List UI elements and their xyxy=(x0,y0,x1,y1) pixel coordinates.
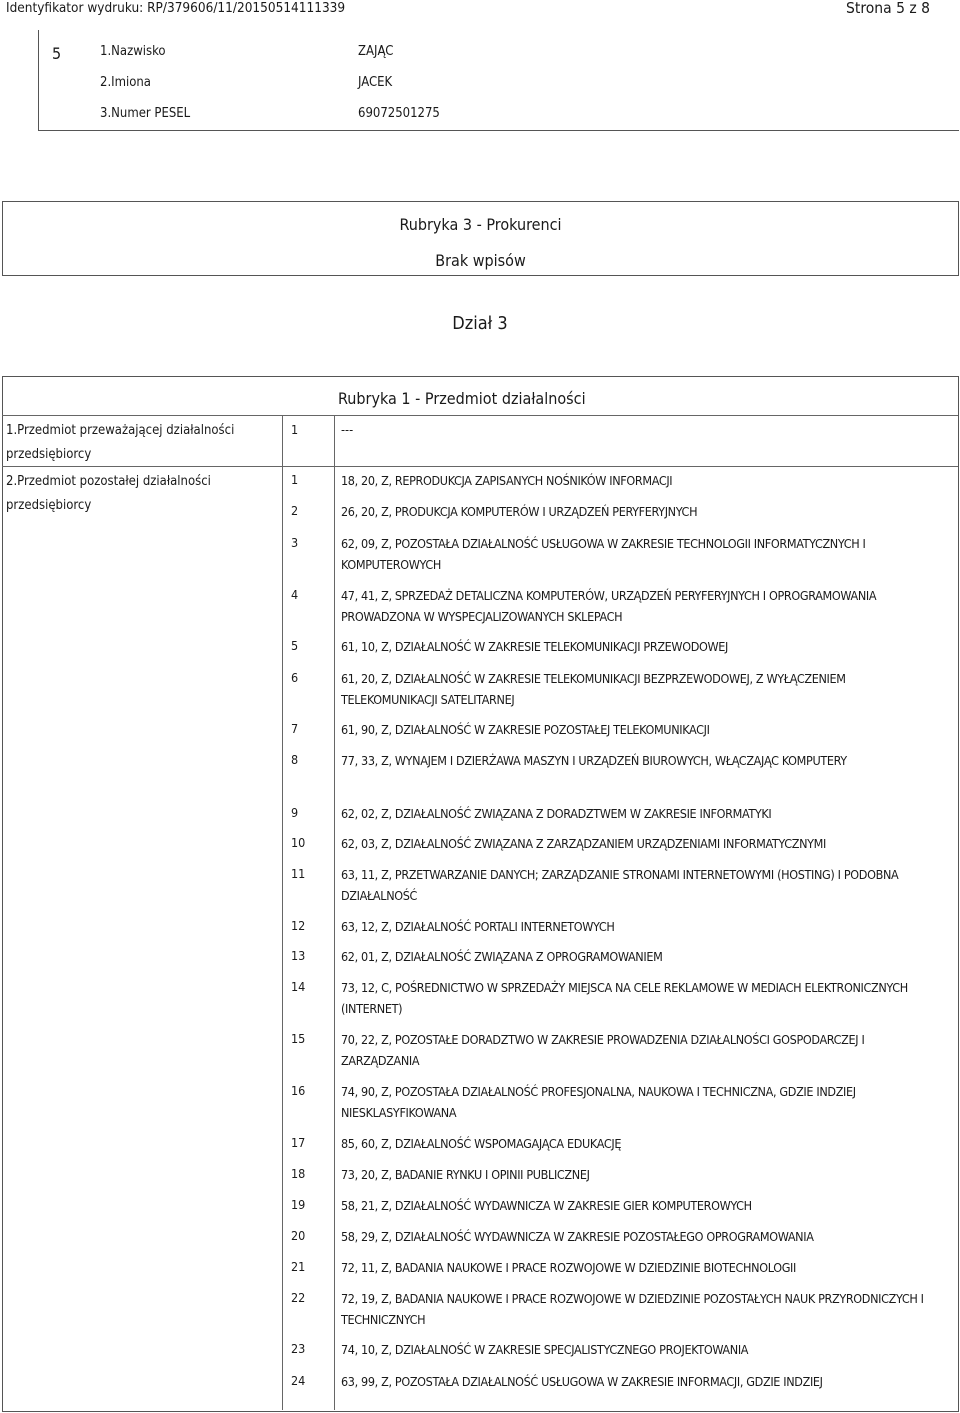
activity-number: 22 xyxy=(291,1290,306,1305)
activity-text: 74, 10, Z, DZIAŁALNOŚĆ W ZAKRESIE SPECJALISTYCZNEGO PROJEKTOWANIA xyxy=(341,1342,749,1357)
activity-number: 15 xyxy=(291,1031,306,1046)
rubryka1-divider xyxy=(282,415,283,1410)
activity-text: 58, 21, Z, DZIAŁALNOŚĆ WYDAWNICZA W ZAKRESIE GIER KOMPUTEROWYCH xyxy=(341,1198,752,1213)
activity-text: 18, 20, Z, REPRODUKCJA ZAPISANYCH NOŚNIKÓW INFORMACJI xyxy=(341,473,673,488)
activity-number: 10 xyxy=(291,835,306,850)
person-pesel-value: 69072501275 xyxy=(358,106,440,121)
activity-text: 62, 03, Z, DZIAŁALNOŚĆ ZWIĄZANA Z ZARZĄDZANIEM URZĄDZENIAMI INFORMATYCZNYMI xyxy=(341,836,826,851)
activity-number: 18 xyxy=(291,1166,306,1181)
activity-text: 70, 22, Z, POZOSTAŁE DORADZTWO W ZAKRESIE PROWADZENIA DZIAŁALNOŚCI GOSPODARCZEJ I ZARZĄDZANIA xyxy=(341,1032,865,1068)
person-firstname-label: 2.Imiona xyxy=(100,75,151,90)
other-activity-label: 2.Przedmiot pozostałej działalności przedsiębiorcy xyxy=(6,474,211,513)
activity-text: 74, 90, Z, POZOSTAŁA DZIAŁALNOŚĆ PROFESJONALNA, NAUKOWA I TECHNICZNA, GDZIE INDZIEJ NIESKLASYFIKOWANA xyxy=(341,1084,856,1120)
activity-number: 19 xyxy=(291,1197,306,1212)
activity-text: 63, 99, Z, POZOSTAŁA DZIAŁALNOŚĆ USŁUGOWA W ZAKRESIE INFORMACJI, GDZIE INDZIEJ xyxy=(341,1374,823,1389)
activity-text: 63, 12, Z, DZIAŁALNOŚĆ PORTALI INTERNETOWYCH xyxy=(341,919,615,934)
activity-number: 23 xyxy=(291,1341,306,1356)
print-identifier: Identyfikator wydruku: RP/379606/11/20150514111339 xyxy=(6,0,346,16)
activity-number: 3 xyxy=(291,535,299,550)
prokurenci-empty-note: Brak wpisów xyxy=(435,251,526,270)
activity-text: 72, 19, Z, BADANIA NAUKOWE I PRACE ROZWOJOWE W DZIEDZINIE POZOSTAŁYCH NAUK PRZYRODNICZYCH I TECHNICZNYCH xyxy=(341,1291,924,1327)
rubryka1-title: Rubryka 1 - Przedmiot działalności xyxy=(338,389,586,408)
person-surname-label: 1.Nazwisko xyxy=(100,44,166,59)
activity-number: 8 xyxy=(291,752,299,767)
activity-text: 61, 20, Z, DZIAŁALNOŚĆ W ZAKRESIE TELEKOMUNIKACJI BEZPRZEWODOWEJ, Z WYŁĄCZENIEM TELEKOMUNIKACJI SATELITARNEJ xyxy=(341,671,846,707)
person-pesel-label: 3.Numer PESEL xyxy=(100,106,191,121)
activity-number: 1 xyxy=(291,472,299,487)
person-firstname-value: JACEK xyxy=(358,75,393,90)
section-title: Dział 3 xyxy=(452,313,508,334)
activity-number: 13 xyxy=(291,948,306,963)
activity-text: 85, 60, Z, DZIAŁALNOŚĆ WSPOMAGAJĄCA EDUKACJĘ xyxy=(341,1136,622,1151)
activity-number: 12 xyxy=(291,918,306,933)
activity-text: 58, 29, Z, DZIAŁALNOŚĆ WYDAWNICZA W ZAKRESIE POZOSTAŁEGO OPROGRAMOWANIA xyxy=(341,1229,814,1244)
main-entry-number: 1 xyxy=(291,422,299,437)
activity-number: 7 xyxy=(291,721,299,736)
activity-number: 24 xyxy=(291,1373,306,1388)
activity-number: 20 xyxy=(291,1228,306,1243)
activity-number: 6 xyxy=(291,670,299,685)
activity-text: 62, 02, Z, DZIAŁALNOŚĆ ZWIĄZANA Z DORADZTWEM W ZAKRESIE INFORMATYKI xyxy=(341,806,772,821)
activity-text: 62, 09, Z, POZOSTAŁA DZIAŁALNOŚĆ USŁUGOWA W ZAKRESIE TECHNOLOGII INFORMATYCZNYCH I KOMPUTEROWYCH xyxy=(341,536,866,572)
activity-text: 63, 11, Z, PRZETWARZANIE DANYCH; ZARZĄDZANIE STRONAMI INTERNETOWYMI (HOSTING) I PODOBNA DZIAŁALNOŚĆ xyxy=(341,867,899,903)
main-entry-text: --- xyxy=(341,422,354,437)
prokurenci-title: Rubryka 3 - Prokurenci xyxy=(399,215,562,234)
person-index: 5 xyxy=(52,44,62,63)
rubryka1-divider xyxy=(2,415,958,416)
activity-number: 2 xyxy=(291,503,299,518)
activity-text: 61, 10, Z, DZIAŁALNOŚĆ W ZAKRESIE TELEKOMUNIKACJI PRZEWODOWEJ xyxy=(341,639,729,654)
activity-number: 9 xyxy=(291,805,299,820)
activity-text: 62, 01, Z, DZIAŁALNOŚĆ ZWIĄZANA Z OPROGRAMOWANIEM xyxy=(341,949,663,964)
activity-number: 21 xyxy=(291,1259,306,1274)
rubryka1-divider xyxy=(334,415,335,1410)
activity-text: 26, 20, Z, PRODUKCJA KOMPUTERÓW I URZĄDZEŃ PERYFERYJNYCH xyxy=(341,504,698,519)
activity-text: 77, 33, Z, WYNAJEM I DZIERŻAWA MASZYN I URZĄDZEŃ BIUROWYCH, WŁĄCZAJĄC KOMPUTERY xyxy=(341,753,847,768)
activity-number: 5 xyxy=(291,638,299,653)
activity-text: 47, 41, Z, SPRZEDAŻ DETALICZNA KOMPUTERÓW, URZĄDZEŃ PERYFERYJNYCH I OPROGRAMOWANIA PROWADZONA W WYSPECJALIZOWANYCH SKLEPACH xyxy=(341,588,877,624)
activity-number: 14 xyxy=(291,979,306,994)
activity-number: 11 xyxy=(291,866,306,881)
activity-number: 17 xyxy=(291,1135,306,1150)
activity-text: 73, 20, Z, BADANIE RYNKU I OPINII PUBLICZNEJ xyxy=(341,1167,590,1182)
page-number: Strona 5 z 8 xyxy=(846,0,930,17)
activity-text: 72, 11, Z, BADANIA NAUKOWE I PRACE ROZWOJOWE W DZIEDZINIE BIOTECHNOLOGII xyxy=(341,1260,796,1275)
activity-text: 73, 12, C, POŚREDNICTWO W SPRZEDAŻY MIEJSCA NA CELE REKLAMOWE W MEDIACH ELEKTRONICZNYCH (INTERNET) xyxy=(341,980,908,1016)
main-activity-label-line1: 1.Przedmiot przeważającej działalności przedsiębiorcy xyxy=(6,423,235,462)
activity-text: 61, 90, Z, DZIAŁALNOŚĆ W ZAKRESIE POZOSTAŁEJ TELEKOMUNIKACJI xyxy=(341,722,710,737)
person-surname-value: ZAJĄC xyxy=(358,44,394,59)
activity-number: 4 xyxy=(291,587,299,602)
activity-number: 16 xyxy=(291,1083,306,1098)
